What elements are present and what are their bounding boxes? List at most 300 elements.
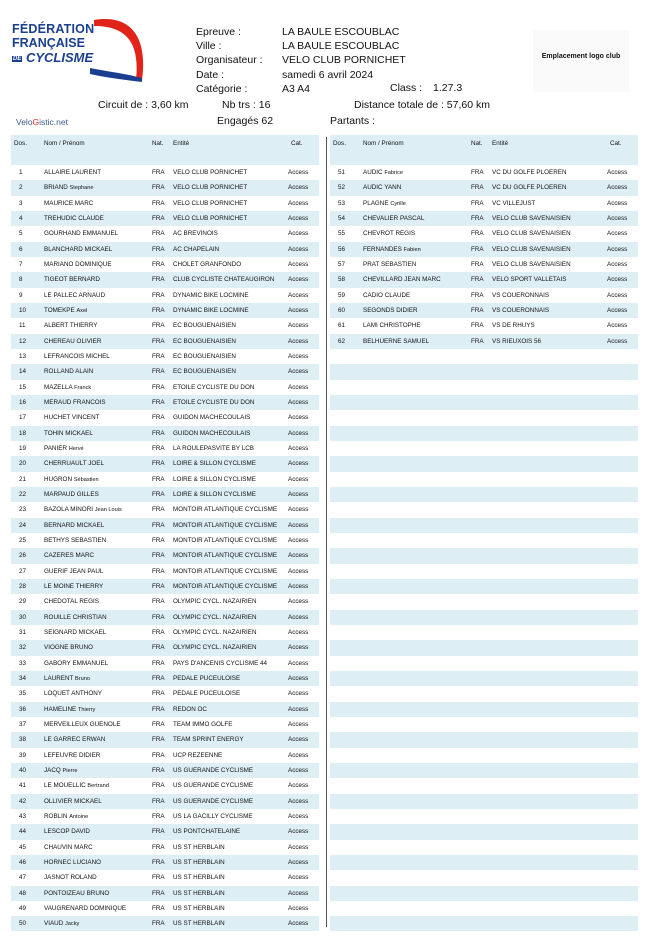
bib-number: 36: [19, 705, 27, 713]
table-row: [330, 318, 638, 333]
rider-first-name: JEAN PAUL: [69, 567, 104, 575]
rider-last-name: BRIAND: [44, 184, 68, 192]
rider-nationality: FRA: [152, 414, 165, 422]
rider-name: [363, 200, 406, 207]
rider-nationality: FRA: [152, 260, 165, 268]
rider-last-name: HORNEC: [44, 858, 72, 866]
rider-first-name: LUCIANO: [73, 858, 102, 866]
rider-category: Access: [288, 674, 309, 682]
col-name: Nom / Prénom: [44, 140, 85, 147]
col-nat: Nat.: [471, 140, 483, 147]
table-row-background: [330, 686, 638, 701]
rider-nationality: FRA: [152, 751, 165, 759]
header-value: VELO CLUB PORNICHET: [282, 54, 406, 67]
rider-last-name: SEIGNARD: [44, 628, 77, 636]
table-row: [11, 410, 319, 425]
rider-name: [44, 307, 87, 314]
rider-category: Access: [288, 598, 309, 606]
rider-team: OLYMPIC CYCL. NAZAIRIEN: [173, 613, 257, 621]
rider-nationality: FRA: [152, 613, 165, 621]
rider-last-name: MERVEILLEUX: [44, 720, 88, 728]
rider-category: Access: [288, 506, 309, 514]
rider-team: VELO CLUB SAVENAISIEN: [492, 230, 571, 238]
rider-team: VELO CLUB SAVENAISIEN: [492, 260, 571, 268]
rider-nationality: FRA: [152, 291, 165, 299]
rider-first-name: THIERRY: [75, 582, 104, 590]
rider-nationality: FRA: [152, 690, 165, 698]
table-row-background: [330, 518, 638, 533]
rider-last-name: CHEREAU: [44, 337, 75, 345]
table-row: [330, 211, 638, 226]
bib-number: 1: [19, 169, 23, 176]
bib-number: 51: [338, 169, 346, 176]
rider-first-name: ARNAUD: [78, 291, 106, 299]
rider-category: Access: [288, 536, 309, 544]
partants-label: Partants :: [330, 115, 375, 127]
rider-category: Access: [288, 429, 309, 437]
rider-last-name: LAMI: [363, 322, 378, 330]
rider-first-name: CHRISTIAN: [72, 613, 107, 621]
rider-first-name: SAMUEL: [403, 337, 430, 345]
bib-number: 5: [19, 230, 23, 238]
table-row: [11, 671, 319, 686]
rider-category: Access: [288, 291, 309, 299]
rider-team: UCP REZEENNE: [173, 751, 223, 759]
rider-first-name: EMMANUEL: [72, 659, 109, 667]
bib-number: 47: [19, 874, 27, 882]
table-row-background: [330, 364, 638, 379]
rider-name: [44, 353, 110, 360]
table-row: [11, 548, 319, 563]
table-row-background: [330, 671, 638, 686]
rider-nationality: FRA: [152, 322, 165, 330]
bib-number: 17: [19, 414, 27, 422]
rider-nationality: FRA: [152, 843, 165, 851]
rider-nationality: FRA: [152, 644, 165, 652]
rider-team: GUIDON MACHECOULAIS: [173, 414, 251, 422]
rider-category: Access: [288, 245, 309, 253]
bib-number: 43: [19, 812, 27, 820]
table-row-background: [330, 625, 638, 640]
rider-nationality: FRA: [471, 184, 484, 192]
rider-last-name: ROUILLE: [44, 613, 71, 621]
rider-name: [44, 368, 93, 375]
rider-first-name: ROLAND: [70, 874, 97, 882]
table-row: [11, 196, 319, 211]
rider-last-name: AUDIC: [363, 169, 383, 176]
rider-name: [44, 721, 121, 728]
rider-last-name: MAZELLA: [44, 383, 73, 391]
bib-number: 21: [19, 475, 27, 483]
rider-first-name: MICKAEL: [76, 521, 105, 529]
bib-number: 19: [19, 444, 27, 452]
velogistic-link[interactable]: VeloGistic.net: [16, 117, 68, 127]
rider-team: VELO CLUB SAVENAISIEN: [492, 214, 571, 222]
table-row: [330, 334, 638, 349]
table-row: [11, 610, 319, 625]
table-row: [330, 226, 638, 241]
rider-last-name: CHEVALIER: [363, 214, 399, 222]
table-row-background: [330, 395, 638, 410]
rider-name: [44, 292, 105, 299]
rider-team: PEDALE PUCEULOISE: [173, 674, 241, 682]
table-row: [11, 318, 319, 333]
rider-first-name: MARC: [75, 552, 95, 560]
bib-number: 8: [19, 276, 23, 284]
col-dos: Dos.: [14, 140, 27, 147]
rider-category: Access: [607, 276, 628, 284]
rider-first-name: YANN: [384, 184, 402, 192]
rider-team: VELO CLUB PORNICHET: [173, 199, 248, 207]
rider-name: [44, 583, 103, 590]
rider-nationality: FRA: [152, 904, 165, 912]
rider-last-name: LOQUET: [44, 690, 70, 698]
rider-name: [44, 767, 77, 774]
rider-nationality: FRA: [152, 184, 165, 192]
rider-name: [363, 276, 441, 283]
bib-number: 41: [19, 782, 27, 790]
rider-category: Access: [288, 276, 309, 284]
rider-last-name: CHERRUAULT: [44, 460, 87, 468]
rider-team: VS COUERONNAIS: [492, 306, 550, 314]
rider-category: Access: [288, 230, 309, 238]
bib-number: 48: [19, 889, 27, 897]
bib-number: 9: [19, 291, 23, 299]
rider-nationality: FRA: [152, 797, 165, 805]
rider-team: VC VILLEJUST: [492, 199, 536, 207]
rider-first-name: JOEL: [88, 460, 104, 468]
col-entite: Entité: [173, 140, 190, 147]
bib-number: 50: [19, 920, 27, 928]
table-row-background: [330, 886, 638, 901]
rider-last-name: CADIO: [363, 291, 383, 299]
header-label: Catégorie :: [196, 82, 248, 95]
rider-nationality: FRA: [471, 214, 484, 222]
table-row: [11, 502, 319, 517]
rider-last-name: LE GARREC: [44, 736, 81, 744]
rider-nationality: FRA: [152, 598, 165, 606]
circuit-length: Circuit de : 3,60 km: [98, 99, 189, 111]
rider-category: Access: [288, 398, 309, 406]
rider-team: REDON OC: [173, 705, 207, 713]
rider-category: Access: [288, 782, 309, 790]
rider-last-name: CHEDOTAL: [44, 598, 78, 606]
table-row: [11, 211, 319, 226]
rider-last-name: LE MOINE: [44, 582, 75, 590]
rider-name: [44, 261, 112, 268]
rider-name: [44, 230, 118, 237]
rider-category: Access: [288, 858, 309, 866]
rider-nationality: FRA: [152, 920, 165, 928]
table-row-background: [330, 548, 638, 563]
rider-first-name: MICKAEL: [74, 797, 102, 805]
table-row: [11, 441, 319, 456]
col-dos: Dos.: [333, 140, 346, 147]
table-row-background: [11, 150, 319, 165]
rider-first-name: Bertrand: [87, 783, 109, 790]
table-row: [11, 916, 319, 931]
number-of-laps: Nb trs : 16: [222, 99, 271, 111]
rider-name: [44, 828, 90, 835]
bib-number: 42: [19, 797, 27, 805]
table-row: [11, 288, 319, 303]
rider-team: VC DU GOLFE PLOEREN: [492, 169, 567, 176]
rider-first-name: DIDIER: [396, 306, 418, 314]
rider-nationality: FRA: [152, 582, 165, 590]
rider-first-name: SEBASTIEN: [70, 536, 107, 544]
bib-number: 25: [19, 536, 27, 544]
table-row: [11, 886, 319, 901]
rider-last-name: MARIANO: [44, 260, 74, 268]
rider-first-name: BRUNO: [70, 644, 93, 652]
rider-nationality: FRA: [152, 766, 165, 774]
rider-name: [44, 568, 103, 575]
rider-category: Access: [288, 184, 309, 192]
rider-first-name: CLAUDE: [384, 291, 411, 299]
rider-last-name: PRAT: [363, 260, 380, 268]
rider-first-name: Franck: [74, 384, 92, 391]
rider-first-name: GILLES: [76, 490, 99, 498]
rider-category: Access: [607, 184, 628, 192]
rider-last-name: TOMEKPE: [44, 306, 75, 314]
table-row-background: [330, 441, 638, 456]
bib-number: 29: [19, 598, 27, 606]
rider-nationality: FRA: [152, 705, 165, 713]
rider-first-name: MARC: [74, 843, 93, 851]
rider-category: Access: [288, 613, 309, 621]
rider-category: Access: [607, 230, 628, 238]
table-row: [11, 180, 319, 195]
rider-last-name: ALLAIRE: [44, 169, 70, 176]
rider-nationality: FRA: [152, 306, 165, 314]
rider-last-name: ROBLIN: [44, 812, 68, 820]
rider-first-name: MICKAEL: [65, 429, 93, 437]
table-row: [11, 579, 319, 594]
rider-team: US GUERANDE CYCLISME: [173, 782, 254, 790]
rider-first-name: ANTHONY: [71, 690, 102, 698]
rider-first-name: ERWAN: [82, 736, 106, 744]
rider-team: VS COUERONNAIS: [492, 291, 550, 299]
rider-category: Access: [288, 828, 309, 836]
rider-last-name: GUERIF: [44, 567, 68, 575]
rider-category: Access: [607, 306, 628, 314]
class-value: 1.27.3: [433, 82, 463, 94]
rider-category: Access: [288, 628, 309, 636]
table-row: [330, 196, 638, 211]
rider-last-name: BETHYS: [44, 536, 70, 544]
table-row: [11, 518, 319, 533]
table-row: [11, 824, 319, 839]
rider-nationality: FRA: [152, 812, 165, 820]
bib-number: 57: [338, 260, 346, 268]
rider-name: [44, 246, 112, 253]
rider-last-name: VIOGNE: [44, 644, 69, 652]
table-row-background: [330, 932, 638, 947]
rider-nationality: FRA: [152, 383, 165, 391]
rider-team: TEAM SPRINT ENERGY: [173, 736, 244, 744]
rider-first-name: DOMINIQUE: [75, 260, 112, 268]
rider-name: [44, 905, 126, 912]
table-row: [11, 472, 319, 487]
table-row-background: [330, 426, 638, 441]
rider-name: [44, 476, 99, 483]
table-row: [11, 533, 319, 548]
rider-nationality: FRA: [152, 475, 165, 483]
rider-nationality: FRA: [152, 628, 165, 636]
rider-first-name: JEAN MARC: [404, 276, 441, 284]
bib-number: 31: [19, 628, 27, 636]
header-label: Organisateur :: [196, 54, 263, 67]
rider-team: DYNAMIC BIKE LOCMINE: [173, 306, 249, 314]
rider-name: [44, 506, 122, 513]
rider-nationality: FRA: [152, 276, 165, 284]
rider-category: Access: [607, 260, 628, 268]
rider-nationality: FRA: [471, 169, 484, 176]
bib-number: 39: [19, 751, 27, 759]
rider-last-name: FERNANDES: [363, 245, 402, 253]
table-row: [330, 257, 638, 272]
rider-last-name: HUGRON: [44, 475, 72, 483]
rider-team: TEAM IMMO GOLFE: [173, 720, 233, 728]
logo-text-de: DE: [13, 55, 22, 62]
table-row-background: [330, 748, 638, 763]
table-row: [11, 686, 319, 701]
bib-number: 33: [19, 659, 27, 667]
table-row: [11, 855, 319, 870]
logo-text-cyclisme: DE CYCLISME: [13, 50, 94, 65]
rider-last-name: MAURICE: [44, 199, 74, 207]
rider-name: [44, 813, 88, 820]
rider-category: Access: [288, 444, 309, 452]
rider-team: VC DU GOLFE PLOEREN: [492, 184, 567, 192]
rider-category: Access: [288, 368, 309, 376]
table-row-background: [330, 656, 638, 671]
rider-nationality: FRA: [471, 245, 484, 253]
table-row: [11, 334, 319, 349]
rider-name: [44, 644, 93, 651]
rider-nationality: FRA: [152, 199, 165, 207]
rider-first-name: BERNARD: [69, 276, 100, 284]
header-label: Epreuve :: [196, 26, 241, 38]
table-row: [11, 640, 319, 655]
rider-first-name: Jean Louis: [94, 507, 122, 514]
rider-name: [363, 215, 424, 222]
rider-name: [44, 384, 91, 391]
table-row: [330, 165, 638, 180]
rider-team: MONTOIR ATLANTIQUE CYCLISME: [173, 536, 278, 544]
rider-team: US ST HERBLAIN: [173, 843, 225, 851]
rider-last-name: LEFEUVRE: [44, 751, 78, 759]
rider-last-name: CHEVILLARD: [363, 276, 403, 284]
bib-number: 34: [19, 674, 27, 682]
rider-team: AC BREVINOIS: [173, 230, 218, 238]
rider-nationality: FRA: [152, 245, 165, 253]
rider-last-name: TOHIN: [44, 429, 64, 437]
rider-category: Access: [288, 460, 309, 468]
rider-first-name: EMMANUEL: [82, 230, 119, 238]
table-row-background: [330, 702, 638, 717]
rider-team: DYNAMIC BIKE LOCMINE: [173, 291, 249, 299]
table-row-background: [330, 579, 638, 594]
col-cat: Cat.: [291, 140, 303, 147]
rider-name: [363, 169, 403, 176]
rider-first-name: Pierre: [62, 767, 78, 774]
rider-first-name: GUENOLE: [89, 720, 121, 728]
rider-nationality: FRA: [471, 276, 484, 284]
rider-nationality: FRA: [152, 858, 165, 866]
rider-first-name: MICKAEL: [84, 245, 113, 253]
rider-last-name: VIAUD: [44, 920, 64, 928]
rider-nationality: FRA: [152, 736, 165, 744]
col-nat: Nat.: [152, 140, 164, 147]
rider-name: [44, 629, 106, 636]
table-row: [11, 303, 319, 318]
rider-category: Access: [288, 490, 309, 498]
rider-category: Access: [607, 322, 628, 330]
table-row-background: [330, 410, 638, 425]
rider-nationality: FRA: [152, 352, 165, 360]
table-row-background: [330, 778, 638, 793]
rider-category: Access: [288, 214, 309, 222]
header-value: samedi 6 avril 2024: [282, 68, 374, 81]
table-row: [11, 763, 319, 778]
rider-nationality: FRA: [152, 490, 165, 498]
bib-number: 16: [19, 398, 27, 406]
table-row-background: [330, 610, 638, 625]
ffc-logo: [12, 22, 142, 92]
rider-first-name: SEBASTIEN: [380, 260, 417, 268]
column-divider: [326, 137, 327, 927]
rider-team: MONTOIR ATLANTIQUE CYCLISME: [173, 521, 278, 529]
rider-team: GUIDON MACHECOULAIS: [173, 429, 251, 437]
table-row: [11, 717, 319, 732]
rider-team: US ST HERBLAIN: [173, 874, 225, 882]
rider-team: EC BOUGUENAISIEN: [173, 368, 236, 376]
header-value: A3 A4: [282, 82, 311, 95]
rider-team: MONTOIR ATLANTIQUE CYCLISME: [173, 567, 278, 575]
table-row: [11, 870, 319, 885]
bib-number: 6: [19, 245, 23, 253]
table-row-background: [330, 640, 638, 655]
bib-number: 62: [338, 337, 346, 345]
logo-text-francaise: FRANÇAISE: [12, 36, 85, 50]
bib-number: 60: [338, 306, 346, 314]
logo-text-federation: FÉDÉRATION: [12, 22, 95, 36]
bib-number: 3: [19, 199, 23, 207]
rider-nationality: FRA: [471, 306, 484, 314]
rider-last-name: PONTOIZEAU: [44, 889, 85, 897]
rider-first-name: ALAIN: [75, 368, 94, 376]
bib-number: 27: [19, 567, 27, 575]
rider-team: US GUERANDE CYCLISME: [173, 797, 254, 805]
rider-category: Access: [607, 199, 628, 207]
table-row: [11, 625, 319, 640]
rider-team: US ST HERBLAIN: [173, 889, 225, 897]
rider-name: [363, 307, 418, 314]
rider-name: [44, 660, 108, 667]
rider-team: VELO CLUB SAVENAISIEN: [492, 245, 571, 253]
bib-number: 53: [338, 199, 346, 207]
rider-first-name: LAURENT: [71, 169, 102, 176]
bib-number: 14: [19, 368, 27, 376]
rider-name: [44, 874, 97, 881]
table-row: [330, 242, 638, 257]
rider-name: [44, 844, 93, 851]
rider-category: Access: [288, 659, 309, 667]
rider-team: VELO CLUB PORNICHET: [173, 169, 248, 176]
rider-category: Access: [288, 582, 309, 590]
table-row: [11, 732, 319, 747]
